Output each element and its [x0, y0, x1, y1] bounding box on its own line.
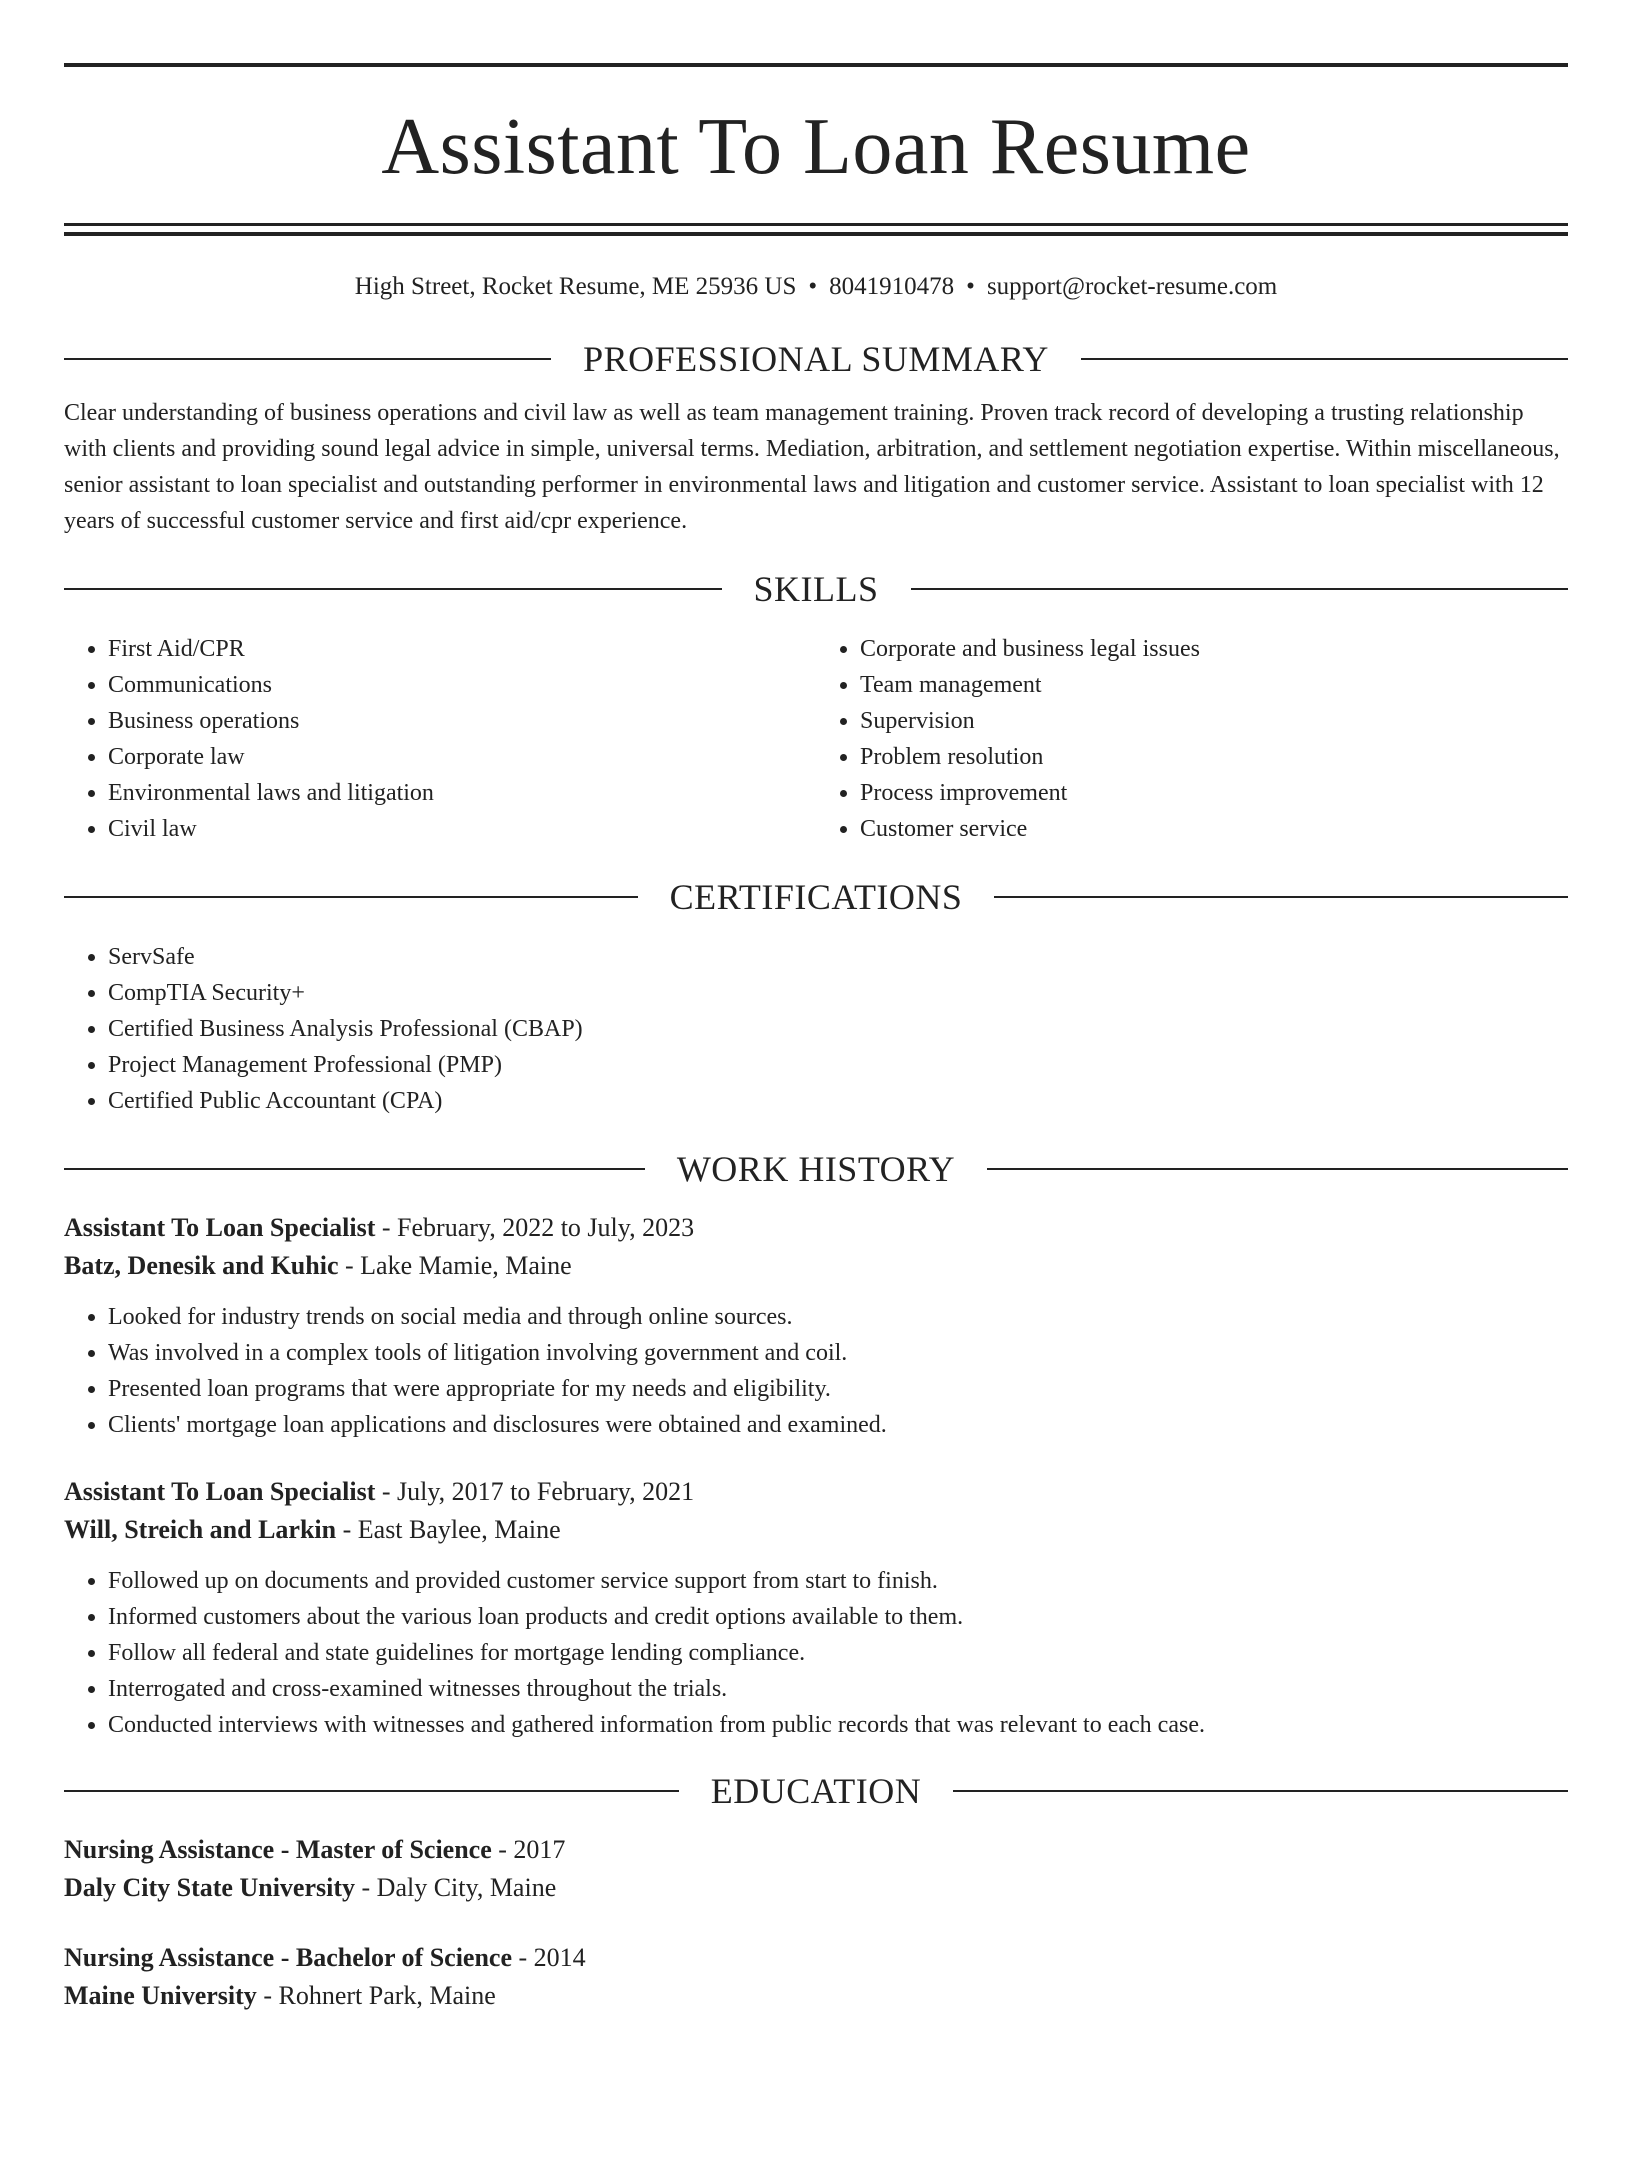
summary-text: Clear understanding of business operations and civil law as well as team management training. Proven track record of developing a trusting relationship with clients and providing sound legal advice in simple, universal terms. Mediation, arbitration, and settlement negotiation expertise. Within miscellaneous, senior assistant to loan specialist and outstanding performer in environmental laws and litigation and customer service. Assistant to loan specialist with 12 years of successful customer service and first aid/cpr experience. — [64, 400, 1560, 534]
section-title: PROFESSIONAL SUMMARY — [583, 339, 1049, 379]
education-school-line — [64, 1869, 1568, 1907]
education-school: Daly City State University — [64, 1873, 356, 1902]
job-location: - East Baylee, Maine — [336, 1515, 561, 1544]
top-rule — [64, 63, 1568, 67]
section-header-work-history — [64, 1147, 1568, 1191]
skill-item: • Process improvement — [860, 775, 1568, 811]
education-degree: Nursing Assistance - Bachelor of Science — [64, 1943, 512, 1972]
contact-separator: • — [808, 273, 818, 300]
skill-item: • Supervision — [860, 703, 1568, 739]
certification-item: • Project Management Professional (PMP) — [108, 1047, 1568, 1083]
skill-item: • Problem resolution — [860, 739, 1568, 775]
skill-item: • Business operations — [108, 703, 816, 739]
title-double-rule — [64, 223, 1568, 236]
education-school-line — [64, 1977, 1568, 2015]
skill-item: • Corporate law — [108, 739, 816, 775]
section-rule — [64, 1168, 645, 1170]
section-rule — [64, 358, 551, 360]
education-entry — [64, 1939, 1568, 2015]
education-location: - Daly City, Maine — [355, 1873, 557, 1902]
job-entry — [64, 1473, 1568, 1743]
job-dates: - February, 2022 to July, 2023 — [375, 1213, 695, 1242]
section-title: SKILLS — [753, 569, 879, 609]
job-company: Batz, Denesik and Kuhic — [64, 1251, 339, 1280]
job-company-line — [64, 1511, 1568, 1549]
certifications-list — [64, 939, 1568, 1119]
section-title: EDUCATION — [710, 1771, 922, 1811]
skills-column-right — [816, 631, 1568, 847]
section-rule — [953, 1790, 1568, 1792]
job-location: - Lake Mamie, Maine — [338, 1251, 572, 1280]
contact-phone[interactable]: 8041910478 — [829, 273, 955, 300]
education-degree-line — [64, 1831, 1568, 1869]
education-school: Maine University — [64, 1981, 257, 2010]
contact-separator: • — [966, 273, 975, 300]
skill-item: • Communications — [108, 667, 816, 703]
skill-item: • First Aid/CPR — [108, 631, 816, 667]
section-rule — [911, 588, 1569, 590]
job-role: Assistant To Loan Specialist — [64, 1477, 376, 1506]
skill-item: • Corporate and business legal issues — [860, 631, 1568, 667]
contact-address: High Street, Rocket Resume, ME 25936 US — [354, 273, 797, 300]
job-duty: • Interrogated and cross-examined witnesses throughout the trials. — [108, 1671, 1568, 1707]
section-rule — [1081, 358, 1568, 360]
job-company-line — [64, 1247, 1568, 1285]
education-year: - 2017 — [491, 1835, 566, 1864]
section-title: CERTIFICATIONS — [669, 877, 963, 917]
section-header-summary — [64, 337, 1568, 381]
resume-title: Assistant To Loan Resume — [381, 103, 1251, 191]
education-location: - Rohnert Park, Maine — [256, 1981, 496, 2010]
job-duties — [64, 1299, 1568, 1443]
education-degree-line — [64, 1939, 1568, 1977]
job-duties — [64, 1563, 1568, 1743]
resume-page — [0, 63, 1632, 2175]
education-entry — [64, 1831, 1568, 1907]
section-header-education — [64, 1769, 1568, 1813]
section-rule — [64, 588, 722, 590]
job-title-line — [64, 1209, 1568, 1247]
job-entry — [64, 1209, 1568, 1443]
contact-line — [64, 271, 1568, 303]
job-duty: • Presented loan programs that were appropriate for my needs and eligibility. — [108, 1371, 1568, 1407]
section-rule — [64, 896, 638, 898]
certification-item: • ServSafe — [108, 939, 1568, 975]
certification-item: • Certified Business Analysis Professional (CBAP) — [108, 1011, 1568, 1047]
job-dates: - July, 2017 to February, 2021 — [375, 1477, 695, 1506]
job-duty: • Looked for industry trends on social media and through online sources. — [108, 1299, 1568, 1335]
section-rule — [994, 896, 1568, 898]
job-duty: • Followed up on documents and provided customer service support from start to finish. — [108, 1563, 1568, 1599]
job-title-line — [64, 1473, 1568, 1511]
job-duty: • Follow all federal and state guidelines for mortgage lending compliance. — [108, 1635, 1568, 1671]
skills-list — [64, 631, 1568, 847]
section-rule — [987, 1168, 1568, 1170]
skill-item: • Civil law — [108, 811, 816, 847]
section-rule — [64, 1790, 679, 1792]
job-role: Assistant To Loan Specialist — [64, 1213, 376, 1242]
section-header-skills — [64, 567, 1568, 611]
certification-item: • CompTIA Security+ — [108, 975, 1568, 1011]
skill-item: • Environmental laws and litigation — [108, 775, 816, 811]
section-title: WORK HISTORY — [676, 1149, 956, 1189]
contact-email[interactable]: support@rocket-resume.com — [986, 273, 1278, 300]
job-duty: • Informed customers about the various loan products and credit options available to them. — [108, 1599, 1568, 1635]
job-duty: • Was involved in a complex tools of litigation involving government and coil. — [108, 1335, 1568, 1371]
education-degree: Nursing Assistance - Master of Science — [64, 1835, 492, 1864]
education-year: - 2014 — [512, 1943, 586, 1972]
certification-item: • Certified Public Accountant (CPA) — [108, 1083, 1568, 1119]
skills-column-left — [64, 631, 816, 847]
job-duty: • Clients' mortgage loan applications and disclosures were obtained and examined. — [108, 1407, 1568, 1443]
skill-item: • Customer service — [860, 811, 1568, 847]
section-header-certifications — [64, 875, 1568, 919]
skill-item: • Team management — [860, 667, 1568, 703]
job-duty: • Conducted interviews with witnesses and gathered information from public records that was relevant to each case. — [108, 1707, 1568, 1743]
job-company: Will, Streich and Larkin — [64, 1515, 337, 1544]
